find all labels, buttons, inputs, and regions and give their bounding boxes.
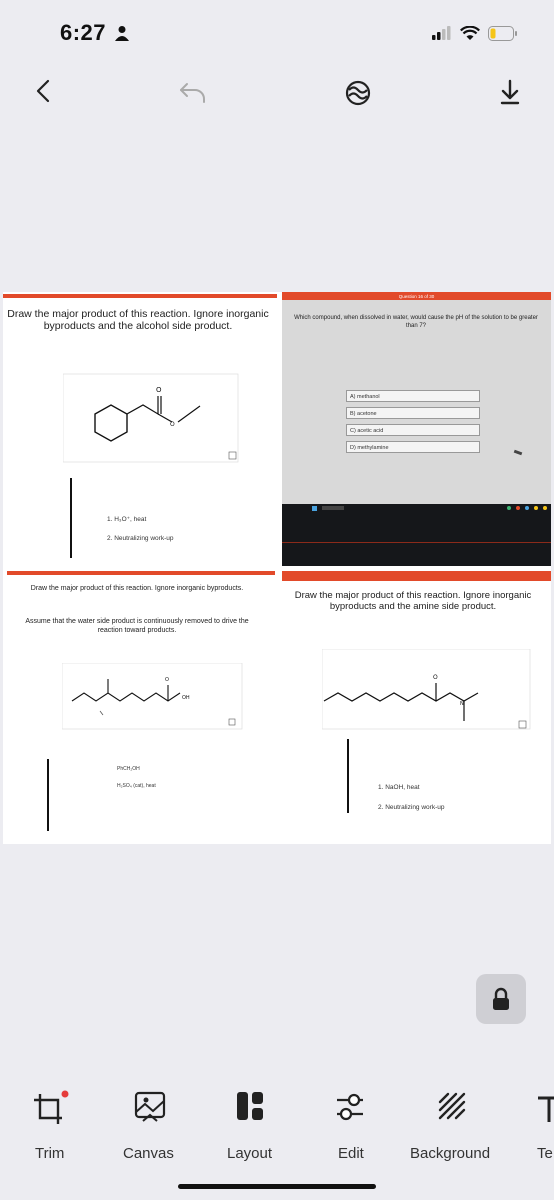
choice-b[interactable]: B) acetone	[346, 407, 480, 419]
collage-canvas[interactable]	[3, 292, 551, 844]
choice-d[interactable]: D) methylamine	[346, 441, 480, 453]
panel-top-bar	[7, 571, 275, 575]
canvas-button[interactable]	[105, 1090, 195, 1129]
edit-button[interactable]	[305, 1090, 395, 1129]
download-button[interactable]	[497, 78, 523, 106]
undo-icon	[179, 82, 207, 104]
question-text: Which compound, when dissolved in water, would cause the pH of the solution to be greater than 7?	[294, 315, 538, 329]
person-icon	[115, 25, 129, 41]
taskbar	[282, 504, 551, 566]
sliders-icon	[335, 1090, 365, 1124]
reaction-structure	[322, 649, 537, 734]
background-button[interactable]	[407, 1090, 497, 1127]
panel-top-left[interactable]	[3, 292, 277, 566]
battery-icon	[488, 26, 518, 41]
reagent-1: 1. NaOH, heat	[378, 784, 420, 791]
svg-text:O: O	[170, 421, 175, 428]
canvas-label: Canvas	[123, 1145, 174, 1162]
status-time	[60, 20, 129, 46]
background-icon	[436, 1090, 468, 1122]
reagent-1: PhCH₂OH	[117, 766, 140, 772]
reaction-arrow	[47, 759, 49, 831]
lock-button[interactable]	[476, 974, 526, 1024]
back-button[interactable]	[30, 78, 56, 104]
trim-label: Trim	[35, 1145, 65, 1162]
layout-icon	[235, 1090, 265, 1122]
crop-icon	[30, 1090, 70, 1130]
layout-button[interactable]	[205, 1090, 295, 1127]
chevron-left-icon	[35, 79, 51, 103]
panel-top-bar	[282, 571, 551, 581]
panel-bottom-right[interactable]	[282, 571, 551, 841]
reagent-2: 2. Neutralizing work-up	[378, 804, 445, 811]
reagent-2: 2. Neutralizing work-up	[107, 535, 174, 542]
wifi-icon	[460, 26, 480, 41]
canvas-icon	[133, 1090, 167, 1124]
svg-text:O: O	[165, 677, 169, 683]
panel-top-bar	[3, 294, 277, 298]
panel-title: Draw the major product of this reaction. Ignore inorganic byproducts and the amine side product.	[294, 590, 532, 612]
lock-icon	[491, 987, 511, 1011]
download-icon	[499, 79, 521, 105]
svg-text:O: O	[433, 674, 438, 681]
reagent-2: H₂SO₄ (cat), heat	[117, 783, 156, 789]
signal-icon	[432, 26, 452, 40]
panel-note: Assume that the water side product is continuously removed to drive the reaction toward products.	[25, 618, 249, 634]
arrow-pointer	[514, 450, 523, 456]
red-line	[282, 542, 551, 543]
effects-button[interactable]	[343, 78, 373, 108]
background-label: Background	[410, 1145, 491, 1162]
reaction-arrow	[70, 478, 72, 558]
reaction-structure	[63, 370, 253, 470]
question-header: Question 16 of 30	[398, 294, 435, 299]
choice-c[interactable]: C) acetic acid	[346, 424, 480, 436]
time-text: 6:27	[60, 20, 107, 45]
taskbar-strip	[312, 504, 547, 512]
edit-label: Edit	[338, 1145, 364, 1162]
status-icons	[432, 22, 518, 44]
text-icon	[536, 1094, 554, 1124]
reaction-structure	[62, 663, 252, 733]
svg-text:O: O	[156, 386, 162, 394]
panel-top-right[interactable]	[282, 292, 551, 566]
panel-title: Draw the major product of this reaction. Ignore inorganic byproducts and the alcohol side product.	[7, 308, 269, 332]
panel-bottom-left[interactable]	[7, 571, 275, 837]
svg-text:N: N	[460, 701, 464, 707]
reagent-1: 1. H₃O⁺, heat	[107, 516, 147, 523]
reaction-arrow	[347, 739, 349, 813]
layout-label: Layout	[227, 1145, 273, 1162]
trim-button[interactable]	[5, 1090, 95, 1135]
panel-title: Draw the major product of this reaction. Ignore inorganic byproducts.	[30, 585, 244, 592]
choice-a[interactable]: A) methanol	[346, 390, 480, 402]
text-label: Te	[537, 1145, 553, 1162]
oh-label: OH	[182, 695, 190, 701]
infinity-icon	[344, 79, 372, 107]
home-indicator[interactable]	[178, 1184, 376, 1189]
undo-button[interactable]	[178, 80, 208, 106]
text-button[interactable]	[536, 1094, 554, 1124]
